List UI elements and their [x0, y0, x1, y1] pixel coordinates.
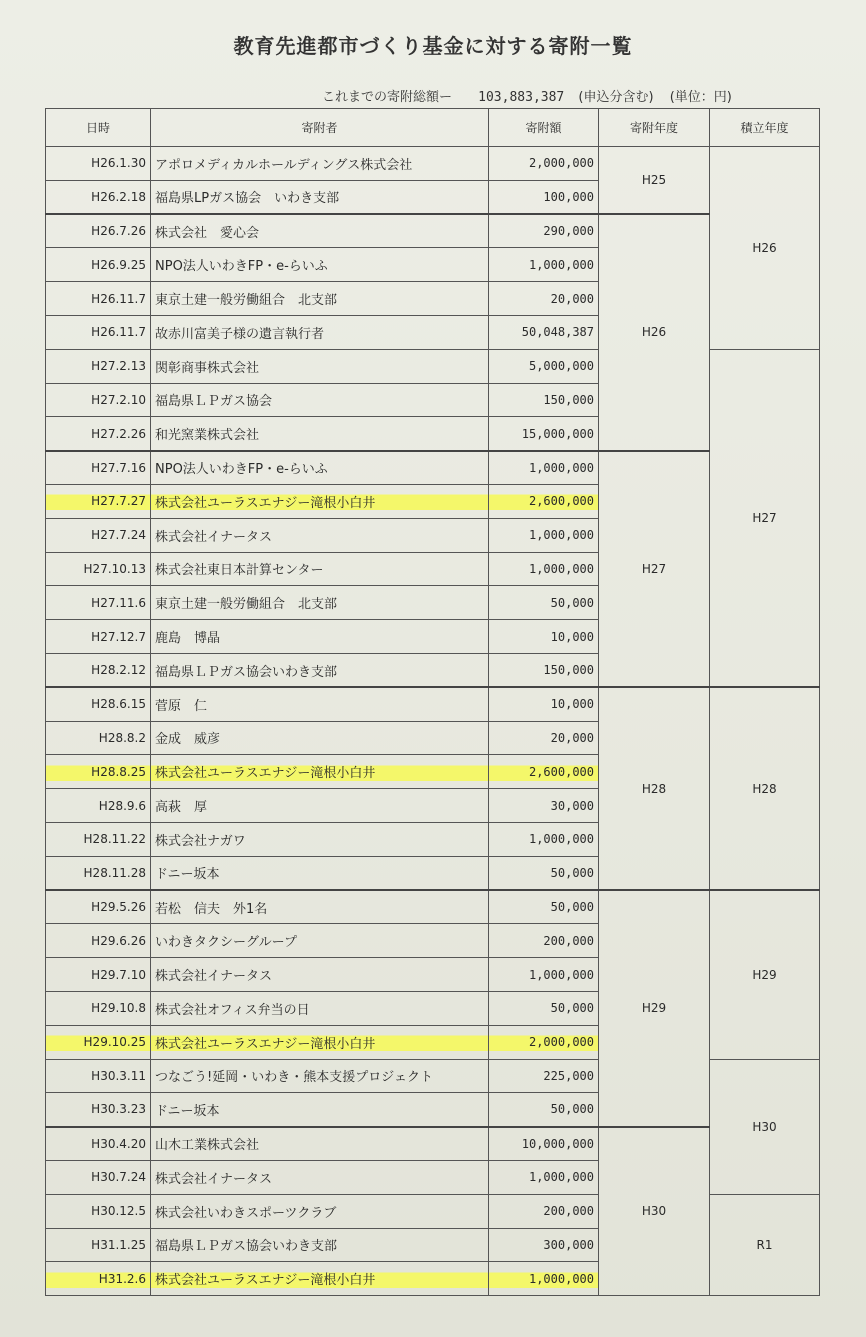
table-row: [46, 687, 820, 721]
cell-donor: 福島県ＬＰガス協会いわき支部: [151, 653, 489, 687]
cell-date: H29.7.10: [46, 958, 151, 992]
cell-date: H26.11.7: [46, 282, 151, 316]
cell-amount: 20,000: [489, 721, 599, 755]
cell-accum-year: H30: [710, 1059, 820, 1194]
cell-donor: 株式会社イナータス: [151, 518, 489, 552]
cell-amount: 50,000: [489, 991, 599, 1025]
cell-amount: 225,000: [489, 1059, 599, 1093]
cell-amount: 2,600,000: [489, 484, 599, 518]
cell-accum-year: R1: [710, 1194, 820, 1295]
cell-fiscal-year: H25: [599, 147, 710, 215]
cell-amount: 1,000,000: [489, 518, 599, 552]
cell-date: H27.2.13: [46, 349, 151, 383]
cell-amount: 15,000,000: [489, 417, 599, 451]
cell-donor: 株式会社ユーラスエナジー滝根小白井: [151, 1025, 489, 1059]
cell-amount: 2,000,000: [489, 1025, 599, 1059]
cell-date: H27.7.27: [46, 484, 151, 518]
header-amount: 寄附額: [489, 109, 599, 147]
cell-date: H27.2.26: [46, 417, 151, 451]
cell-donor: 関彰商事株式会社: [151, 349, 489, 383]
cell-date: H28.8.25: [46, 755, 151, 789]
cell-amount: 50,000: [489, 856, 599, 890]
cell-donor: 株式会社いわきスポーツクラブ: [151, 1194, 489, 1228]
header-accum-year: 積立年度: [710, 109, 820, 147]
cell-amount: 1,000,000: [489, 552, 599, 586]
cell-amount: 1,000,000: [489, 822, 599, 856]
cell-amount: 200,000: [489, 1194, 599, 1228]
cell-date: H28.8.2: [46, 721, 151, 755]
cell-donor: ドニー坂本: [151, 1093, 489, 1127]
cell-date: H28.11.22: [46, 822, 151, 856]
cell-amount: 1,000,000: [489, 451, 599, 485]
cell-date: H30.3.23: [46, 1093, 151, 1127]
header-date: 日時: [46, 109, 151, 147]
cell-donor: NPO法人いわきFP・e-らいふ: [151, 248, 489, 282]
cell-donor: ドニー坂本: [151, 856, 489, 890]
page-title: 教育先進都市づくり基金に対する寄附一覧: [233, 34, 633, 58]
cell-amount: 50,048,387: [489, 315, 599, 349]
cell-amount: 300,000: [489, 1228, 599, 1262]
header-donor: 寄附者: [151, 109, 489, 147]
cell-donor: 高萩 厚: [151, 789, 489, 823]
table-row: [46, 890, 820, 924]
cell-amount: 50,000: [489, 890, 599, 924]
cell-amount: 2,600,000: [489, 755, 599, 789]
cell-donor: 福島県ＬＰガス協会いわき支部: [151, 1228, 489, 1262]
cell-date: H29.6.26: [46, 924, 151, 958]
cell-date: H29.5.26: [46, 890, 151, 924]
cell-date: H30.12.5: [46, 1194, 151, 1228]
table-row: [46, 1127, 820, 1161]
cell-donor: 株式会社ユーラスエナジー滝根小白井: [151, 484, 489, 518]
cell-fiscal-year: H30: [599, 1127, 710, 1296]
cell-date: H28.9.6: [46, 789, 151, 823]
cell-donor: 株式会社 愛心会: [151, 214, 489, 248]
cell-donor: 東京土建一般労働組合 北支部: [151, 282, 489, 316]
cell-donor: 株式会社ユーラスエナジー滝根小白井: [151, 755, 489, 789]
cell-donor: 故赤川富美子様の遺言執行者: [151, 315, 489, 349]
cell-donor: 株式会社ユーラスエナジー滝根小白井: [151, 1262, 489, 1296]
cell-fiscal-year: H28: [599, 687, 710, 890]
cell-donor: 和光窯業株式会社: [151, 417, 489, 451]
cell-amount: 150,000: [489, 383, 599, 417]
cell-donor: 鹿島 博晶: [151, 620, 489, 654]
cell-date: H31.2.6: [46, 1262, 151, 1296]
header-fiscal-year: 寄附年度: [599, 109, 710, 147]
cell-accum-year: H29: [710, 890, 820, 1059]
cell-date: H26.2.18: [46, 180, 151, 214]
cell-amount: 5,000,000: [489, 349, 599, 383]
cell-accum-year: H28: [710, 687, 820, 890]
cell-amount: 20,000: [489, 282, 599, 316]
cell-date: H31.1.25: [46, 1228, 151, 1262]
cell-date: H26.1.30: [46, 147, 151, 181]
cell-date: H30.7.24: [46, 1160, 151, 1194]
cell-amount: 290,000: [489, 214, 599, 248]
table-row: [46, 451, 820, 485]
cell-amount: 150,000: [489, 653, 599, 687]
cell-donor: 株式会社ナガワ: [151, 822, 489, 856]
cell-date: H28.2.12: [46, 653, 151, 687]
cell-date: H26.9.25: [46, 248, 151, 282]
cell-date: H30.4.20: [46, 1127, 151, 1161]
cell-date: H27.2.10: [46, 383, 151, 417]
cell-donor: 株式会社イナータス: [151, 1160, 489, 1194]
cell-donor: 株式会社イナータス: [151, 958, 489, 992]
cell-donor: 福島県LPガス協会 いわき支部: [151, 180, 489, 214]
cell-donor: 若松 信夫 外1名: [151, 890, 489, 924]
cell-date: H27.11.6: [46, 586, 151, 620]
cell-amount: 50,000: [489, 586, 599, 620]
donation-table: [45, 108, 820, 1296]
cell-donor: いわきタクシーグループ: [151, 924, 489, 958]
cell-date: H29.10.8: [46, 991, 151, 1025]
cell-donor: 株式会社オフィス弁当の日: [151, 991, 489, 1025]
total-label: これまでの寄附総額ー: [322, 90, 453, 105]
cell-amount: 30,000: [489, 789, 599, 823]
total-value: 103,883,387: [478, 90, 565, 105]
cell-fiscal-year: H26: [599, 214, 710, 451]
cell-amount: 50,000: [489, 1093, 599, 1127]
cell-amount: 200,000: [489, 924, 599, 958]
cell-date: H28.6.15: [46, 687, 151, 721]
table-row: [46, 214, 820, 248]
cell-date: H30.3.11: [46, 1059, 151, 1093]
cell-amount: 1,000,000: [489, 1262, 599, 1296]
cell-donor: 株式会社東日本計算センター: [151, 552, 489, 586]
cell-date: H27.7.24: [46, 518, 151, 552]
total-donations-line: [300, 86, 810, 105]
cell-accum-year: H27: [710, 349, 820, 687]
cell-date: H27.7.16: [46, 451, 151, 485]
cell-amount: 1,000,000: [489, 248, 599, 282]
cell-date: H29.10.25: [46, 1025, 151, 1059]
cell-amount: 100,000: [489, 180, 599, 214]
cell-donor: 福島県ＬＰガス協会: [151, 383, 489, 417]
cell-amount: 1,000,000: [489, 1160, 599, 1194]
table-body: [46, 147, 820, 1296]
table-row: [46, 147, 820, 181]
cell-date: H26.11.7: [46, 315, 151, 349]
cell-donor: 金成 威彦: [151, 721, 489, 755]
cell-amount: 10,000: [489, 687, 599, 721]
cell-date: H26.7.26: [46, 214, 151, 248]
cell-donor: 山木工業株式会社: [151, 1127, 489, 1161]
cell-amount: 2,000,000: [489, 147, 599, 181]
cell-donor: アポロメディカルホールディングス株式会社: [151, 147, 489, 181]
table-header-row: [46, 109, 820, 147]
cell-donor: NPO法人いわきFP・e-らいふ: [151, 451, 489, 485]
cell-accum-year: H26: [710, 147, 820, 350]
cell-amount: 10,000,000: [489, 1127, 599, 1161]
cell-amount: 1,000,000: [489, 958, 599, 992]
cell-donor: 菅原 仁: [151, 687, 489, 721]
cell-fiscal-year: H29: [599, 890, 710, 1127]
cell-donor: つなごう!延岡・いわき・熊本支援プロジェクト: [151, 1059, 489, 1093]
cell-date: H27.12.7: [46, 620, 151, 654]
total-note: (申込分含む): [578, 90, 654, 105]
cell-date: H28.11.28: [46, 856, 151, 890]
cell-fiscal-year: H27: [599, 451, 710, 688]
cell-amount: 10,000: [489, 620, 599, 654]
cell-donor: 東京土建一般労働組合 北支部: [151, 586, 489, 620]
total-unit: (単位：円): [669, 90, 732, 105]
cell-date: H27.10.13: [46, 552, 151, 586]
